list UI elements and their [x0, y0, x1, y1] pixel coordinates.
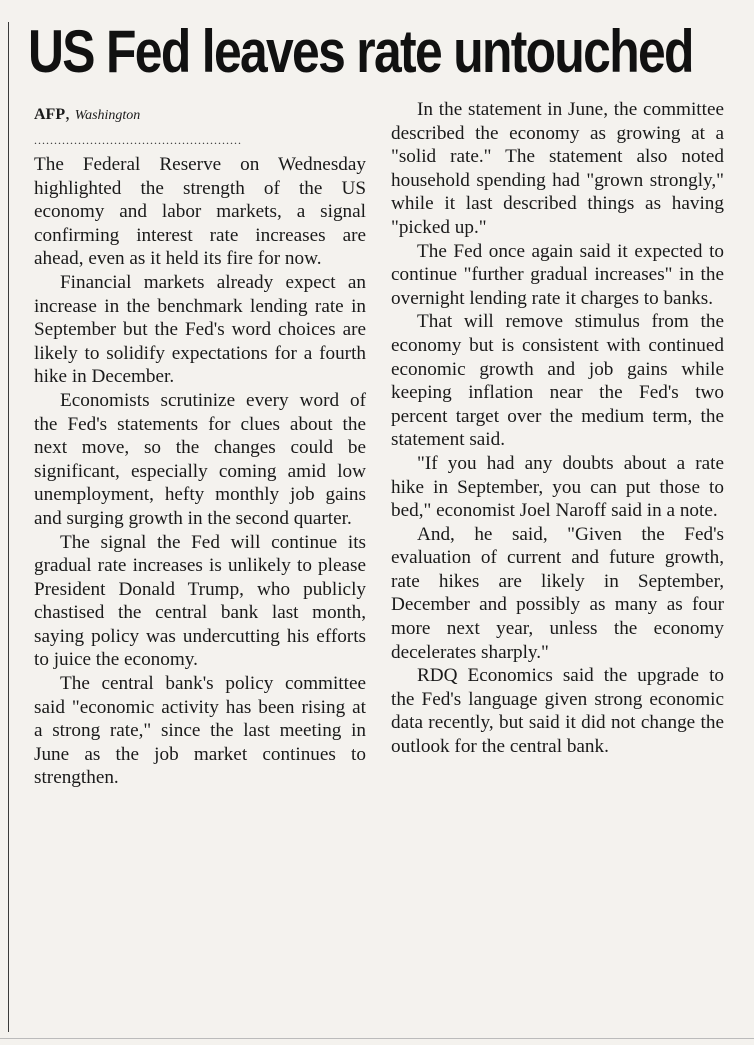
article-column-left [34, 100, 366, 790]
article-paragraph: Economists scrutinize every word of the Fed's statements for clues about the next move, so the changes could be significant, especially coming amid low unemployment, hefty monthly job gains and surging growth in the second quarter. [34, 389, 366, 529]
article-paragraph: The signal the Fed will continue its gradual rate increases is unlikely to please President Donald Trump, who publicly chastised the central bank last month, saying policy was undercutting his efforts to juice the economy. [34, 531, 366, 671]
article-paragraph: "If you had any doubts about a rate hike in September, you can put those to bed," economist Joel Naroff said in a note. [391, 452, 724, 522]
bottom-rule [0, 1038, 754, 1039]
byline-location: Washington [74, 108, 141, 123]
byline-agency: AFP [34, 106, 66, 123]
article-paragraph: RDQ Economics said the upgrade to the Fed's language given strong economic data recently, but said it did not change the outlook for the central bank. [391, 665, 724, 758]
column-rule [8, 22, 9, 1032]
article-paragraph: That will remove stimulus from the economy but is consistent with continued economic growth and job gains while keeping inflation near the Fed's two percent target over the medium term, the statement said. [391, 311, 724, 451]
article-paragraph: Financial markets already expect an increase in the benchmark lending rate in September but the Fed's word choices are likely to solidify expectations for a fourth hike in December. [34, 271, 366, 388]
article-paragraph: And, he said, "Given the Fed's evaluation of current and future growth, rate hikes are likely in September, December and possibly as many as four more next year, unless the economy decelerates sharply." [391, 523, 724, 663]
article-paragraph: The central bank's policy committee said "economic activity has been rising at a strong rate," since the last meeting in June as the job market continues to strengthen. [34, 673, 366, 789]
byline: AFP, Washington [34, 103, 141, 124]
article-column-right [391, 100, 724, 759]
article-paragraph: The Fed once again said it expected to continue "further gradual increases" in the overnight lending rate it charges to banks. [391, 240, 724, 309]
article-paragraph: In the statement in June, the committee described the economy as growing at a "solid rate." The statement also noted household spending had "grown strongly," while it last described things as having "picked up." [391, 99, 724, 238]
byline-separator: .................................................... [34, 133, 242, 147]
headline: US Fed leaves rate untouched [28, 18, 693, 85]
article-paragraph: The Federal Reserve on Wednesday highlighted the strength of the US economy and labor markets, a signal confirming interest rate increases are ahead, even as it held its fire for now. [34, 154, 366, 270]
